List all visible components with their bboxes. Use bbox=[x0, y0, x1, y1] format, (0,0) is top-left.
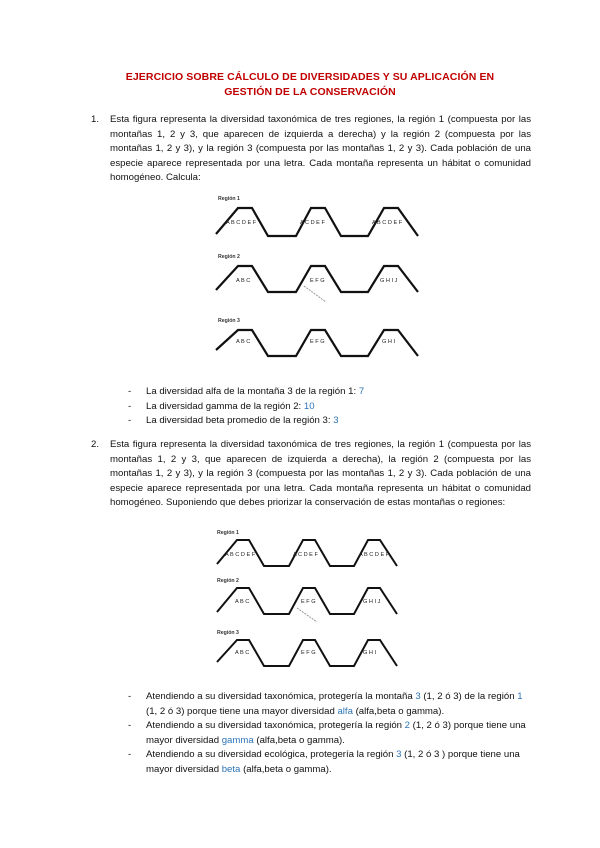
mountain-species-labels: E F G bbox=[310, 339, 325, 345]
answer-item bbox=[124, 400, 364, 415]
page-title bbox=[110, 70, 510, 100]
answer-item bbox=[124, 385, 364, 400]
mountains-diagram bbox=[212, 190, 422, 365]
mountain-species-labels: A B C bbox=[235, 650, 250, 656]
answer-value: 2 bbox=[404, 720, 411, 732]
question-text: Esta figura representa la diversidad taxonómica de tres regiones, la región 1 (compuesta por las montañas 1, 2 y 3, que aparecen de izquierda a derecha) y la región 2 (compuesta por las montañas 1, 2 y 3), y la región 3 (compuesta por las montañas 1, 2 y 3). Cada población de una especie aparece representada por una letra. Cada montaña representa un hábitat o comunidad homogéneo. Calcula: bbox=[110, 114, 531, 184]
answer-text: Atendiendo a su diversidad ecológica, protegería la región bbox=[146, 749, 397, 761]
mountain-species-labels: E F G bbox=[310, 278, 325, 284]
answer-text: Atendiendo a su diversidad taxonómica, protegería la montaña bbox=[146, 691, 416, 702]
answer-text: (alfa,beta o gamma). bbox=[240, 763, 332, 775]
region-title: Región 1 bbox=[218, 196, 240, 202]
mountain-species-labels: G H I bbox=[363, 650, 377, 656]
region-3-row bbox=[217, 630, 397, 666]
title-line-1: EJERCICIO SOBRE CÁLCULO DE DIVERSIDADES Y SU APLICACIÓN EN bbox=[125, 71, 495, 83]
region-3-row bbox=[216, 318, 418, 356]
question-1-answers bbox=[124, 385, 364, 429]
mountain-species-labels: A B C bbox=[235, 599, 250, 605]
figure-1 bbox=[212, 190, 422, 365]
answer-value: 3 bbox=[333, 415, 339, 427]
question-2-answers bbox=[124, 690, 529, 778]
question-number: 2. bbox=[91, 439, 100, 450]
question-text: Esta figura representa la diversidad taxonómica de tres regiones, la región 1 (compuesta por las montañas 1, 2 y 3, que aparecen de izquierda a derecha), la región 2 (compuesta por las montañas 1, 2 y 3), y la región 3 (compuesta por las montañas 1, 2 y 3). Cada población de una especie aparece representada por una letra. Cada montaña representa un hábitat o comunidad homogéneo. Suponiendo que debes priorizar la conservación de estas montañas o regiones: bbox=[110, 439, 531, 509]
mountain-species-labels: G H I bbox=[382, 339, 396, 345]
region-title: Región 2 bbox=[217, 578, 239, 584]
mountain-species-labels: A B C bbox=[236, 339, 251, 345]
pencil-mark bbox=[304, 286, 326, 302]
figure-2 bbox=[213, 526, 403, 671]
mountain-species-labels: A B C D E F bbox=[225, 552, 256, 558]
answer-value: gamma bbox=[221, 734, 254, 746]
pencil-mark bbox=[297, 608, 317, 622]
mountain-species-labels: A C D E F bbox=[300, 220, 325, 226]
question-number: 1. bbox=[91, 114, 100, 125]
title-line-2: GESTIÓN DE LA CONSERVACIÓN bbox=[224, 86, 396, 98]
answer-item bbox=[124, 719, 529, 748]
answer-value: 1 bbox=[517, 691, 523, 702]
answer-text: (1, 2 ó 3) de la región bbox=[420, 691, 518, 702]
answer-value: 3 bbox=[415, 691, 421, 702]
answer-prompt: La diversidad alfa de la montaña 3 de la región 1: bbox=[146, 386, 359, 397]
bullet-dash: - bbox=[128, 386, 132, 397]
region-1-row bbox=[217, 530, 397, 566]
answer-item bbox=[124, 690, 529, 719]
region-title: Región 2 bbox=[218, 254, 240, 260]
answer-value: 7 bbox=[358, 386, 365, 397]
answer-text: (alfa,beta o gamma). bbox=[352, 705, 445, 717]
answer-text: Atendiendo a su diversidad taxonómica, protegería la región bbox=[146, 720, 405, 732]
answer-item bbox=[124, 748, 529, 777]
bullet-dash: - bbox=[128, 749, 132, 761]
bullet-dash: - bbox=[128, 415, 132, 427]
mountain-species-labels: G H I J bbox=[380, 278, 398, 284]
bullet-dash: - bbox=[128, 400, 132, 412]
question-2 bbox=[91, 438, 531, 511]
answer-value: 10 bbox=[303, 400, 315, 412]
bullet-dash: - bbox=[128, 720, 132, 732]
answer-prompt: La diversidad beta promedio de la región 3: bbox=[146, 415, 334, 427]
answer-text: (1, 2 ó 3) porque tiene una mayor diversidad bbox=[146, 720, 526, 746]
question-1 bbox=[91, 113, 531, 186]
answer-value: 3 bbox=[396, 749, 402, 761]
region-title: Región 3 bbox=[218, 318, 240, 324]
mountain-species-labels: E F G bbox=[301, 650, 316, 656]
mountain-species-labels: A C D E F bbox=[293, 552, 318, 558]
region-title: Región 3 bbox=[217, 630, 239, 636]
bullet-dash: - bbox=[128, 691, 132, 702]
mountain-species-labels: A B C D E F bbox=[359, 552, 390, 558]
answer-item bbox=[124, 414, 364, 429]
answer-value: alfa bbox=[337, 705, 353, 717]
answer-value: beta bbox=[221, 763, 241, 775]
region-2-row bbox=[216, 254, 418, 302]
region-title: Región 1 bbox=[217, 530, 239, 536]
answer-text: (1, 2 ó 3 ) porque tiene una mayor diversidad bbox=[146, 749, 520, 775]
region-2-row bbox=[217, 578, 397, 622]
answer-prompt: La diversidad gamma de la región 2: bbox=[146, 400, 304, 412]
answer-text: (1, 2 ó 3) porque tiene una mayor diversidad bbox=[146, 705, 338, 717]
mountain-species-labels: E F G bbox=[301, 599, 316, 605]
answer-text: (alfa,beta o gamma). bbox=[253, 734, 345, 746]
mountain-species-labels: A B C D E F bbox=[372, 220, 403, 226]
region-1-row bbox=[216, 196, 418, 236]
mountain-species-labels: A B C bbox=[236, 278, 251, 284]
mountain-species-labels: A B C D E F bbox=[226, 220, 257, 226]
mountain-species-labels: G H I J bbox=[363, 599, 381, 605]
mountains-diagram bbox=[213, 526, 403, 671]
